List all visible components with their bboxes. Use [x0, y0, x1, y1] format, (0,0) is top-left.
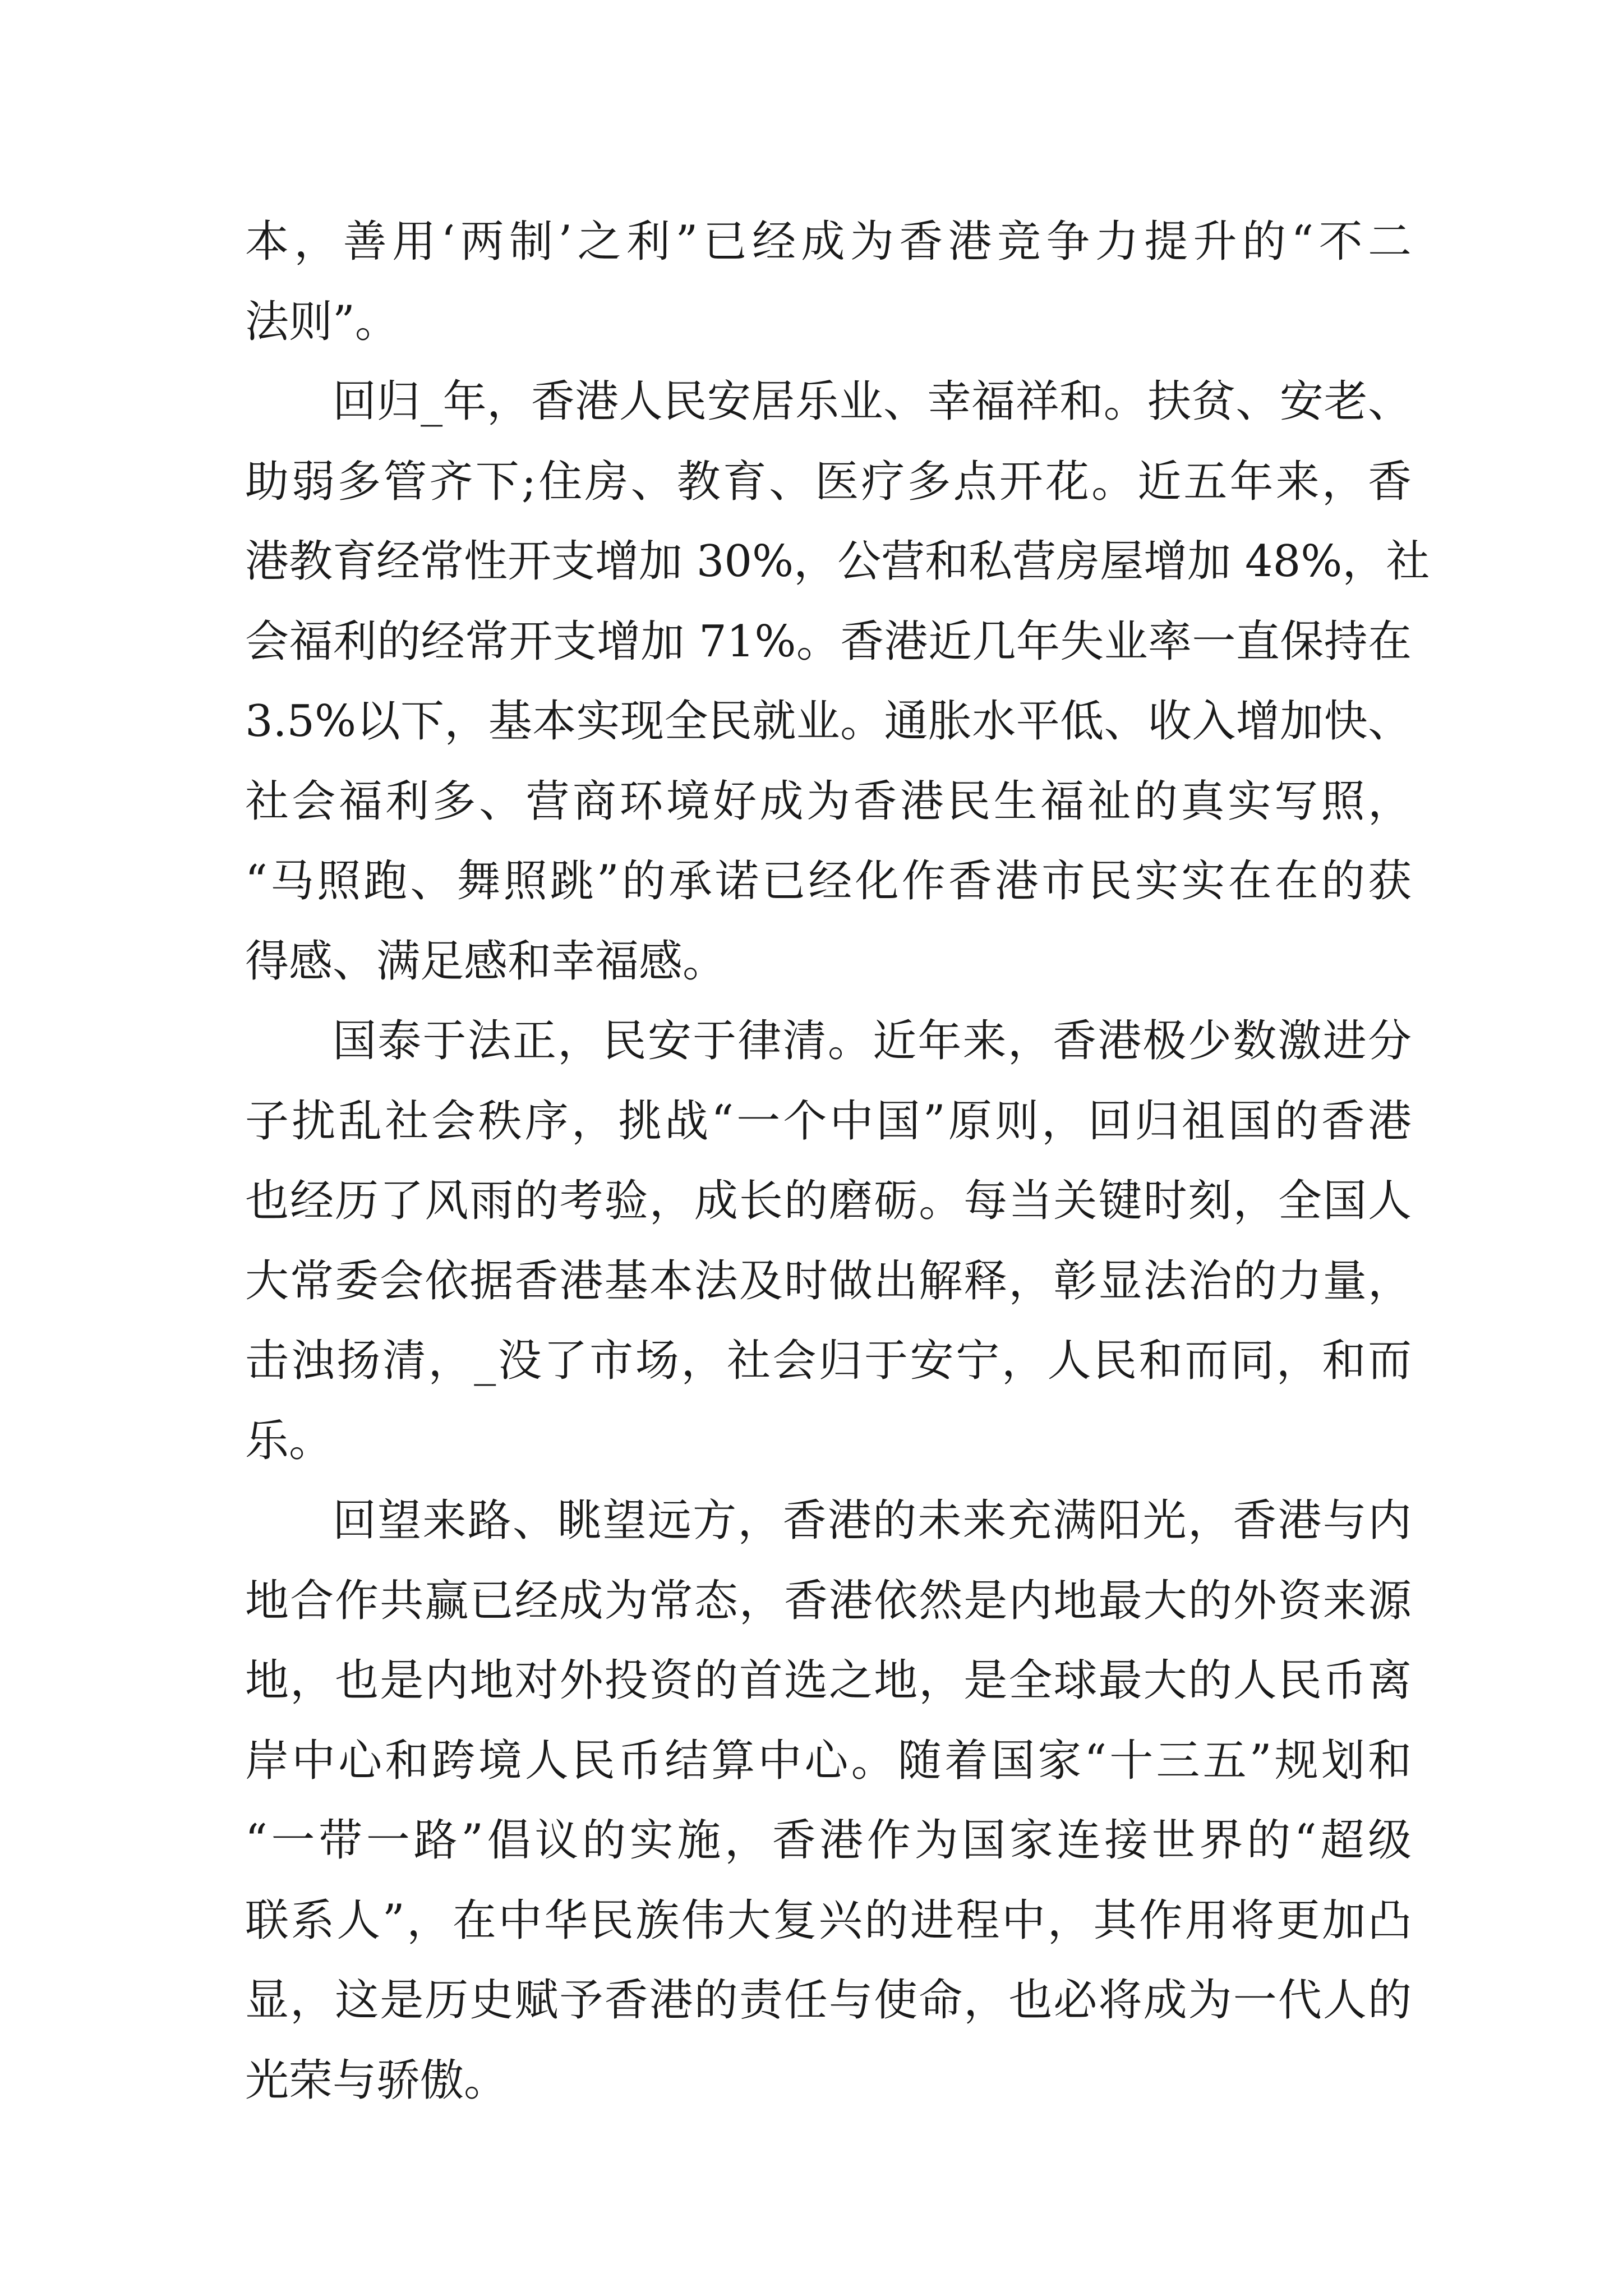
text-line: 回归_年，香港人民安居乐业、幸福祥和。扶贫、安老、	[333, 376, 1412, 427]
text-line: “一带一路”倡议的实施，香港作为国家连接世界的“超级	[245, 1815, 1412, 1866]
text-line: 社会福利多、营商环境好成为香港民生福祉的真实写照，	[245, 776, 1412, 827]
paragraph	[245, 202, 1412, 362]
text-line: 地合作共赢已经成为常态，香港依然是内地最大的外资来源	[245, 1575, 1412, 1626]
text-line: 3.5%以下，基本实现全民就业。通胀水平低、收入增加快、	[245, 696, 1412, 747]
text-line: “马照跑、舞照跳”的承诺已经化作香港市民实实在在的获	[245, 856, 1412, 907]
paragraph	[245, 1481, 1412, 2120]
text-line: 大常委会依据香港基本法及时做出解释，彰显法治的力量，	[245, 1255, 1412, 1306]
text-line: 法则”。	[245, 296, 399, 347]
text-line: 击浊扬清，_没了市场，社会归于安宁，人民和而同，和而	[245, 1336, 1412, 1386]
text-line: 也经历了风雨的考验，成长的磨砺。每当关键时刻，全国人	[245, 1176, 1412, 1226]
text-line: 本，善用‘两制’之利”已经成为香港竞争力提升的“不二	[245, 217, 1412, 267]
text-line: 乐。	[245, 1415, 333, 1466]
text-line: 联系人”，在中华民族伟大复兴的进程中，其作用将更加凸	[245, 1895, 1412, 1946]
text-line: 光荣与骄傲。	[245, 2055, 508, 2106]
text-line: 地，也是内地对外投资的首选之地，是全球最大的人民币离	[245, 1655, 1412, 1706]
text-line: 助弱多管齐下;住房、教育、医疗多点开花。近五年来，香	[245, 456, 1412, 507]
text-line: 得感、满足感和幸福感。	[245, 936, 727, 987]
paragraph	[245, 362, 1430, 1001]
paragraph	[245, 1001, 1412, 1481]
text-line: 显，这是历史赋予香港的责任与使命，也必将成为一代人的	[245, 1975, 1412, 2026]
text-line: 回望来路、眺望远方，香港的未来充满阳光，香港与内	[333, 1496, 1412, 1546]
text-line: 港教育经常性开支增加 30%，公营和私营房屋增加 48%，社	[245, 536, 1430, 587]
text-line: 岸中心和跨境人民币结算中心。随着国家“十三五”规划和	[245, 1735, 1412, 1786]
text-line: 会福利的经常开支增加 71%。香港近几年失业率一直保持在	[245, 616, 1412, 667]
text-line: 子扰乱社会秩序，挑战“一个中国”原则，回归祖国的香港	[245, 1096, 1412, 1147]
document-body	[245, 202, 1430, 2120]
text-line: 国泰于法正，民安于律清。近年来，香港极少数激进分	[333, 1016, 1412, 1066]
